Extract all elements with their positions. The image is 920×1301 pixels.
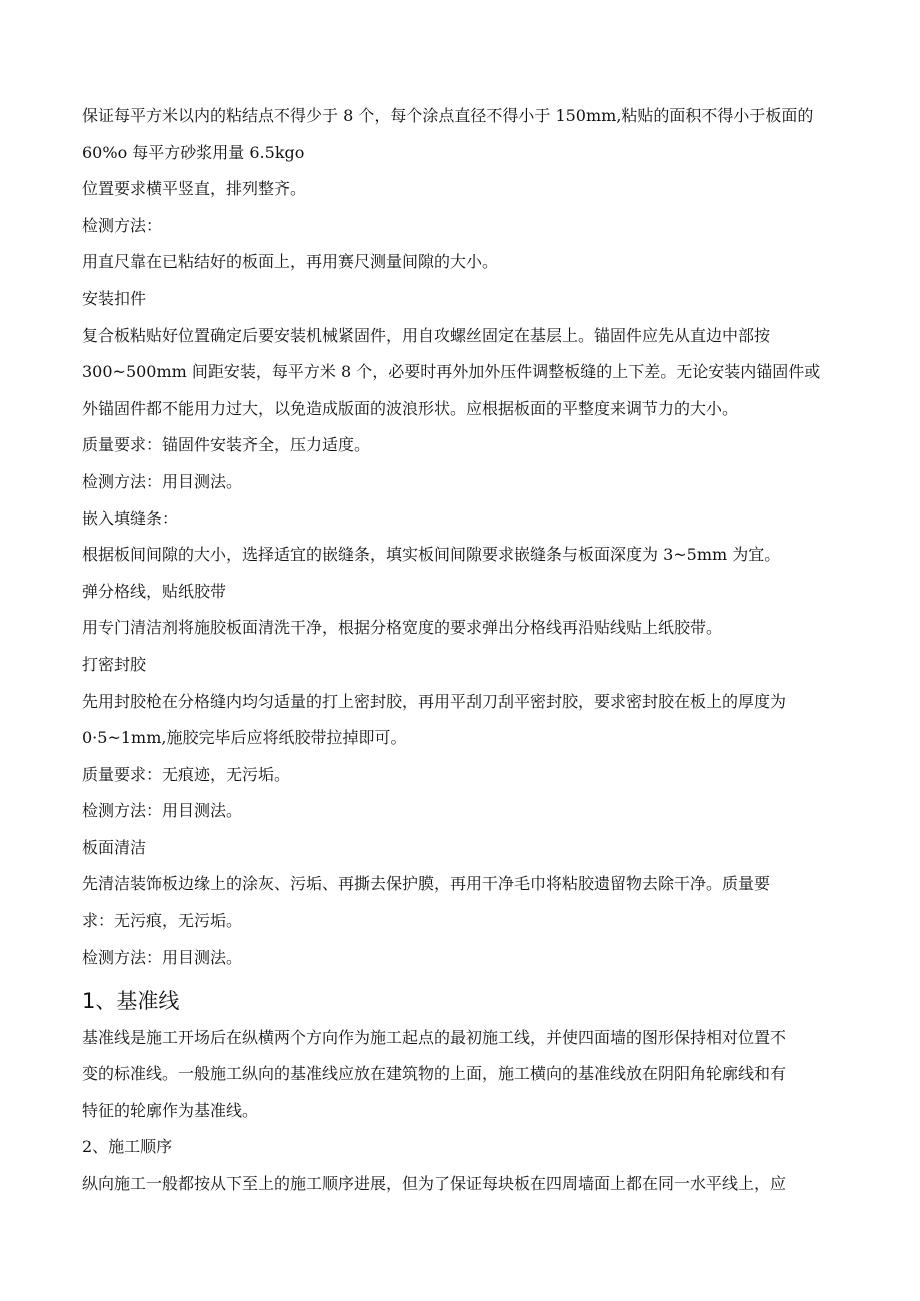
text-line: 300~500mm 间距安装，每平方米 8 个，必要时再外加外压件调整板缝的上下差。无论安装内锚固件或 bbox=[82, 362, 821, 382]
text-line: 用专门清洁剂将施胶板面清洗干净，根据分格宽度的要求弹出分格线再沿贴线贴上纸胶带。 bbox=[82, 618, 723, 638]
text-line: 质量要求：无痕迹，无污垢。 bbox=[82, 764, 291, 784]
text-line: 打密封胶 bbox=[82, 654, 147, 674]
text-line: 纵向施工一般都按从下至上的施工顺序进展，但为了保证每块板在四周墙面上都在同一水平线上，应 bbox=[82, 1174, 787, 1194]
document-body bbox=[82, 106, 842, 1211]
text-line: 板面清洁 bbox=[82, 837, 147, 857]
text-line: 用直尺靠在已粘结好的板面上，再用赛尺测量间隙的大小。 bbox=[82, 252, 499, 272]
text-line: 复合板粘贴好位置确定后要安装机械紧固件，用自攻螺丝固定在基层上。锚固件应先从直边中部按 bbox=[82, 325, 771, 345]
text-line: 安装扣件 bbox=[82, 288, 147, 308]
text-line: 检测方法：用目测法。 bbox=[82, 471, 243, 491]
text-line: 保证每平方米以内的粘结点不得少于 8 个，每个涂点直径不得小于 150mm,粘贴的面积不得小于板面的 bbox=[82, 106, 814, 125]
text-line: 基准线是施工开场后在纵横两个方向作为施工起点的最初施工线，并使四面墙的图形保持相对位置不 bbox=[82, 1027, 787, 1047]
text-line: 特征的轮廓作为基准线。 bbox=[82, 1100, 259, 1120]
text-line: 先用封胶枪在分格缝内均匀适量的打上密封胶，再用平刮刀刮平密封胶，要求密封胶在板上的厚度为 bbox=[82, 691, 787, 711]
section-heading: 1、基准线 bbox=[82, 988, 180, 1013]
text-line: 检测方法：用目测法。 bbox=[82, 947, 243, 967]
text-line: 外锚固件都不能用力过大，以免造成版面的波浪形状。应根据板面的平整度来调节力的大小。 bbox=[82, 398, 739, 418]
text-line: 先清洁装饰板边缘上的涂灰、污垢、再撕去保护膜，再用干净毛巾将粘胶遗留物去除干净。质量要 bbox=[82, 874, 771, 894]
text-line: 位置要求横平竖直，排列整齐。 bbox=[82, 179, 307, 199]
text-line: 质量要求：锚固件安装齐全，压力适度。 bbox=[82, 435, 371, 455]
text-line: 检测方法：用目测法。 bbox=[82, 801, 243, 821]
text-line: 弹分格线，贴纸胶带 bbox=[82, 581, 227, 601]
section-subheading: 2、施工顺序 bbox=[82, 1137, 173, 1157]
text-line: 嵌入填缝条： bbox=[82, 508, 179, 528]
text-line: 0·5~1mm,施胶完毕后应将纸胶带拉掉即可。 bbox=[82, 728, 407, 748]
text-line: 根据板间间隙的大小，选择适宜的嵌缝条，填实板间间隙要求嵌缝条与板面深度为 3~5mm 为宜。 bbox=[82, 545, 781, 565]
text-line: 检测方法： bbox=[82, 215, 163, 235]
text-line: 求：无污痕，无污垢。 bbox=[82, 911, 243, 931]
text-line: 变的标准线。一般施工纵向的基准线应放在建筑物的上面，施工横向的基准线放在阴阳角轮廓线和有 bbox=[82, 1064, 787, 1084]
text-line: 60%o 每平方砂浆用量 6.5kgo bbox=[82, 142, 305, 162]
